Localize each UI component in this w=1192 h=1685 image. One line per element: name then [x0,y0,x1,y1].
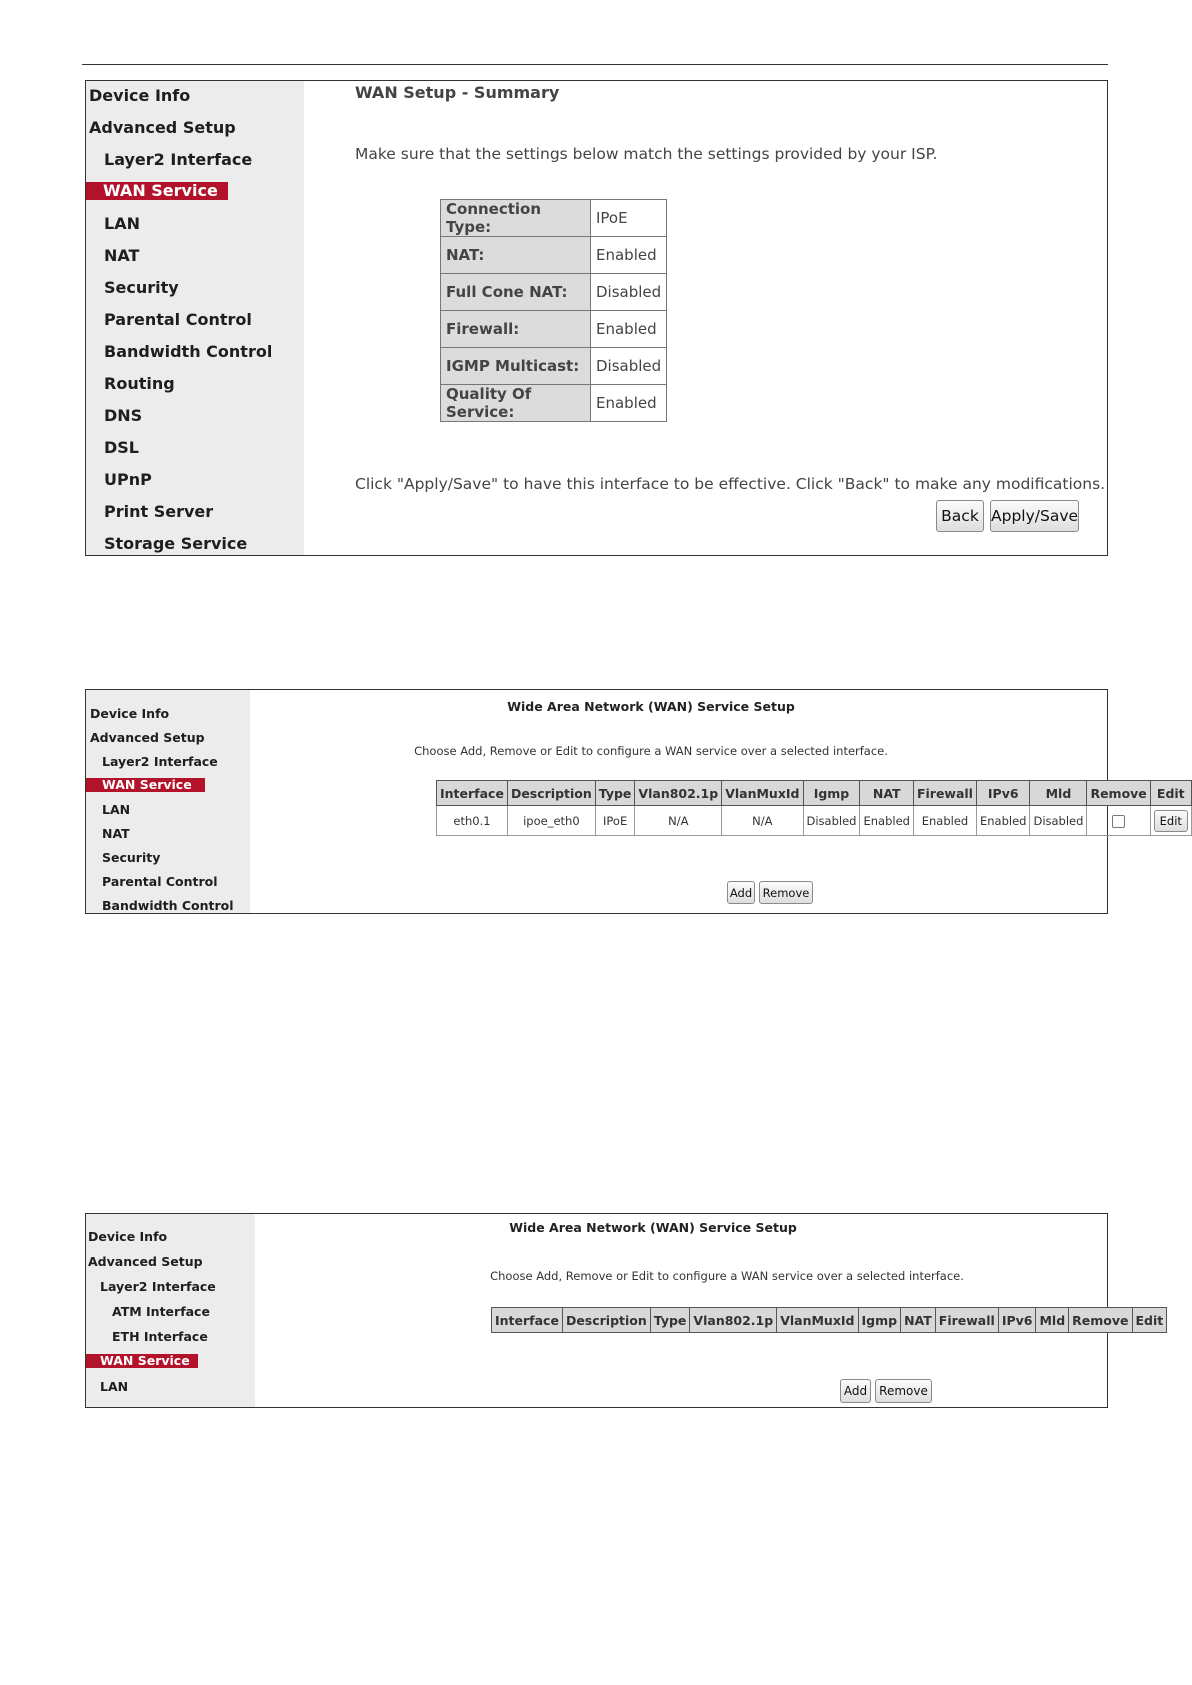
cell-type: IPoE [595,806,635,836]
column-header-igmp: Igmp [858,1308,901,1333]
sidebar-item-lan[interactable]: LAN [104,214,140,233]
column-header-type: Type [595,781,635,806]
sidebar-item-parental-control[interactable]: Parental Control [104,310,252,329]
column-header-interface: Interface [492,1308,563,1333]
wan-service-panel [85,689,1185,914]
summary-value: Enabled [591,385,667,422]
sidebar-item-dns[interactable]: DNS [104,406,143,425]
column-header-nat: NAT [901,1308,936,1333]
sidebar-item-wan-service[interactable]: WAN Service [86,778,205,792]
column-header-remove: Remove [1087,781,1150,806]
wan-service-table [491,1307,1167,1333]
sidebar-item-atm-interface[interactable]: ATM Interface [112,1304,210,1319]
summary-value: Disabled [591,348,667,385]
apply-save-button[interactable]: Apply/Save [990,500,1079,532]
cell-remove [1087,806,1150,836]
page-title: WAN Setup - Summary [355,83,560,102]
add-button[interactable]: Add [727,881,755,904]
instruction-text: Choose Add, Remove or Edit to configure a WAN service over a selected interface. [490,1269,964,1283]
column-header-firewall: Firewall [913,781,976,806]
cell-vlan8021p: N/A [635,806,722,836]
sidebar-item-bandwidth-control[interactable]: Bandwidth Control [104,342,273,361]
column-header-edit: Edit [1150,781,1191,806]
sidebar-nav [86,81,304,555]
sidebar-nav [86,690,250,913]
cell-interface: eth0.1 [437,806,508,836]
apply-note: Click "Apply/Save" to have this interface to be effective. Click "Back" to make any modifications. [355,475,1106,493]
summary-label: Connection Type: [441,200,591,237]
column-header-interface: Interface [437,781,508,806]
summary-row [441,385,667,422]
sidebar-item-storage-service[interactable]: Storage Service [104,534,248,553]
column-header-vlan802-1p: Vlan802.1p [690,1308,777,1333]
column-header-firewall: Firewall [935,1308,998,1333]
sidebar-item-upnp[interactable]: UPnP [104,470,152,489]
remove-button[interactable]: Remove [759,881,813,904]
summary-label: IGMP Multicast: [441,348,591,385]
table-row [437,806,1192,836]
sidebar-item-lan[interactable]: LAN [102,802,131,817]
summary-content [304,81,1107,555]
sidebar-item-nat[interactable]: NAT [104,246,140,265]
cell-mld: Disabled [1030,806,1087,836]
summary-label: NAT: [441,237,591,274]
sidebar-item-nat[interactable]: NAT [102,826,130,841]
sidebar-item-wan-service[interactable]: WAN Service [86,1354,198,1368]
wan-summary-panel [85,80,1108,556]
column-header-description: Description [507,781,595,806]
sidebar-item-print-server[interactable]: Print Server [104,502,214,521]
wan-service-content [255,1214,1164,1407]
sidebar-item-layer2-interface[interactable]: Layer2 Interface [100,1279,216,1294]
summary-value: IPoE [591,200,667,237]
cell-edit [1150,806,1191,836]
page-top-rule [82,64,1108,65]
sidebar-item-advanced-setup[interactable]: Advanced Setup [90,730,205,745]
summary-label: Quality Of Service: [441,385,591,422]
summary-row [441,200,667,237]
wan-service-content [250,690,1185,913]
wan-service-table [436,780,1192,836]
column-header-ipv6: IPv6 [998,1308,1036,1333]
sidebar-item-advanced-setup[interactable]: Advanced Setup [89,118,236,137]
add-button[interactable]: Add [840,1379,871,1403]
cell-nat: Enabled [860,806,913,836]
remove-checkbox[interactable] [1112,815,1125,828]
column-header-remove: Remove [1069,1308,1132,1333]
summary-label: Full Cone NAT: [441,274,591,311]
column-header-vlan802-1p: Vlan802.1p [635,781,722,806]
summary-value: Disabled [591,274,667,311]
column-header-edit: Edit [1132,1308,1167,1333]
column-header-mld: Mld [1036,1308,1069,1333]
cell-igmp: Disabled [803,806,860,836]
column-header-type: Type [650,1308,690,1333]
intro-text: Make sure that the settings below match the settings provided by your ISP. [355,145,938,163]
sidebar-item-security[interactable]: Security [102,850,161,865]
sidebar-item-device-info[interactable]: Device Info [90,706,170,721]
summary-table [440,199,667,422]
page-title: Wide Area Network (WAN) Service Setup [507,699,795,714]
column-header-vlanmuxid: VlanMuxId [777,1308,858,1333]
column-header-ipv6: IPv6 [976,781,1029,806]
sidebar-item-device-info[interactable]: Device Info [88,1229,168,1244]
sidebar-item-routing[interactable]: Routing [104,374,175,393]
summary-row [441,311,667,348]
column-header-nat: NAT [860,781,913,806]
summary-label: Firewall: [441,311,591,348]
page-title: Wide Area Network (WAN) Service Setup [509,1220,797,1235]
back-button[interactable]: Back [936,500,984,532]
sidebar-item-advanced-setup[interactable]: Advanced Setup [88,1254,203,1269]
wan-service-empty-panel [85,1213,1164,1408]
sidebar-item-security[interactable]: Security [104,278,179,297]
instruction-text: Choose Add, Remove or Edit to configure a WAN service over a selected interface. [414,744,888,758]
sidebar-item-lan[interactable]: LAN [100,1379,129,1394]
column-header-igmp: Igmp [803,781,860,806]
summary-value: Enabled [591,311,667,348]
sidebar-item-dsl[interactable]: DSL [104,438,139,457]
remove-button[interactable]: Remove [875,1379,932,1403]
sidebar-nav [86,1214,255,1407]
summary-row [441,274,667,311]
cell-firewall: Enabled [913,806,976,836]
sidebar-item-wan-service[interactable]: WAN Service [86,182,228,200]
cell-description: ipoe_eth0 [507,806,595,836]
sidebar-item-layer2-interface[interactable]: Layer2 Interface [102,754,218,769]
edit-button[interactable]: Edit [1154,810,1188,832]
sidebar-item-device-info[interactable]: Device Info [89,86,191,105]
summary-row [441,237,667,274]
sidebar-item-bandwidth-control[interactable]: Bandwidth Control [102,898,234,913]
summary-row [441,348,667,385]
sidebar-item-eth-interface[interactable]: ETH Interface [112,1329,208,1344]
column-header-description: Description [562,1308,650,1333]
cell-ipv6: Enabled [976,806,1029,836]
summary-value: Enabled [591,237,667,274]
column-header-mld: Mld [1030,781,1087,806]
sidebar-item-layer2-interface[interactable]: Layer2 Interface [104,150,253,169]
cell-vlanmuxid: N/A [722,806,803,836]
column-header-vlanmuxid: VlanMuxId [722,781,803,806]
sidebar-item-parental-control[interactable]: Parental Control [102,874,218,889]
